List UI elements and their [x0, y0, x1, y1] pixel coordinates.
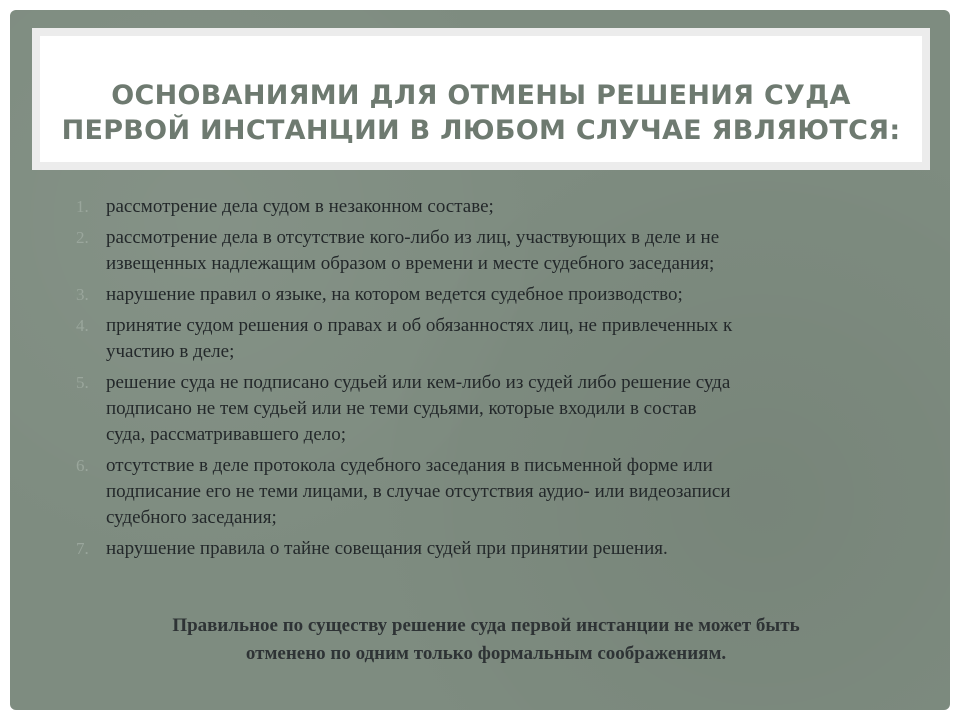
list-item-text: извещенных надлежащим образом о времени и месте судебного заседания; [106, 253, 715, 274]
grounds-list [76, 194, 916, 567]
list-item-text: нарушение правил о языке, на котором ведется судебное производство; [106, 284, 683, 305]
title-box [32, 28, 930, 170]
slide [10, 10, 950, 710]
conclusion-line-2: отменено по одним только формальным соображениям. [245, 643, 727, 664]
list-item-text: участию в деле; [106, 341, 235, 362]
conclusion-line-1: Правильное по существу решение суда первой инстанции не может быть [172, 615, 800, 636]
list-item [76, 370, 916, 448]
list-item [76, 536, 916, 562]
list-item-number: 5. [76, 373, 89, 392]
list-item [76, 453, 916, 531]
list-item-text: подписание его не теми лицами, в случае отсутствия аудио- или видеозаписи [106, 481, 731, 502]
slide-title [40, 78, 922, 148]
conclusion-note [86, 612, 886, 668]
list-item-number: 4. [76, 316, 89, 335]
list-item-text: нарушение правила о тайне совещания судей при принятии решения. [106, 538, 668, 559]
list-item-number: 2. [76, 228, 89, 247]
list-item-number: 3. [76, 285, 89, 304]
list-item-number: 6. [76, 456, 89, 475]
list-item-text: отсутствие в деле протокола судебного заседания в письменной форме или [106, 455, 713, 476]
list-item-text: принятие судом решения о правах и об обязанностях лиц, не привлеченных к [106, 315, 733, 336]
list-item [76, 225, 916, 277]
list-item-number: 1. [76, 197, 89, 216]
list-item-text: судебного заседания; [106, 507, 277, 528]
list-item [76, 282, 916, 308]
list-item-text: рассмотрение дела судом в незаконном составе; [106, 196, 494, 217]
slide-title-line-2: ПЕРВОЙ ИНСТАНЦИИ В ЛЮБОМ СЛУЧАЕ ЯВЛЯЮТСЯ: [61, 115, 901, 146]
list-item [76, 313, 916, 365]
list-item [76, 194, 916, 220]
list-item-number: 7. [76, 539, 89, 558]
list-item-text: решение суда не подписано судьей или кем-либо из судей либо решение суда [106, 372, 731, 393]
slide-title-line-1: ОСНОВАНИЯМИ ДЛЯ ОТМЕНЫ РЕШЕНИЯ СУДА [111, 80, 851, 111]
list-item-text: подписано не тем судьей или не теми судьями, которые входили в состав [106, 398, 697, 419]
list-item-text: суда, рассматривавшего дело; [106, 424, 347, 445]
list-item-text: рассмотрение дела в отсутствие кого-либо из лиц, участвующих в деле и не [106, 227, 720, 248]
